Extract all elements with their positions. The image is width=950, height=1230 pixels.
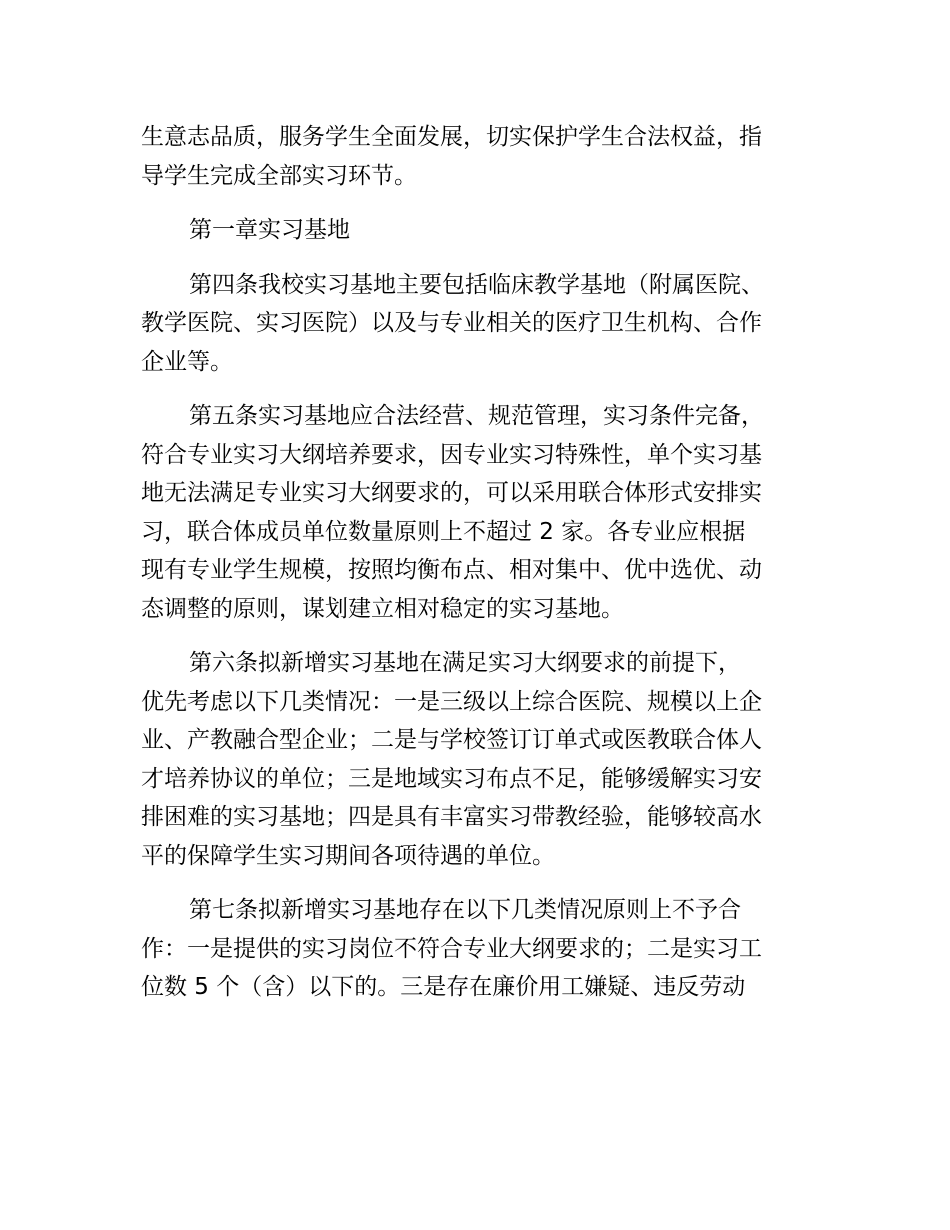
text-line: 作：一是提供的实习岗位不符合专业大纲要求的；二是实习工 — [141, 935, 762, 962]
text-line: 现有专业学生规模，按照均衡布点、相对集中、优中选优、动 — [141, 557, 762, 583]
heading-text: 第一章实习基地 — [189, 217, 350, 243]
text-line: 优先考虑以下几类情况：一是三级以上综合医院、规模以上企 — [141, 688, 762, 715]
text-line: 第六条拟新增实习基地在满足实习大纲要求的前提下， — [189, 650, 741, 676]
paragraph-article-7 — [141, 891, 811, 1007]
text-line: 符合专业实习大纲培养要求，因专业实习特殊性，单个实习基 — [141, 441, 762, 468]
paragraph-article-6 — [141, 644, 811, 875]
text-line: 导学生完成全部实习环节。 — [141, 162, 417, 189]
text-line: 生意志品质，服务学生全面发展，切实保护学生合法权益，指 — [141, 124, 762, 150]
document-body — [141, 118, 811, 1023]
text-line: 第七条拟新增实习基地存在以下几类情况原则上不予合 — [189, 897, 741, 923]
text-line: 第四条我校实习基地主要包括临床教学基地（附属医院、 — [189, 271, 764, 298]
text-line: 地无法满足专业实习大纲要求的，可以采用联合体形式安排实 — [141, 480, 762, 506]
text-line: 业、产教融合型企业；二是与学校签订订单式或医教联合体人 — [141, 727, 762, 753]
text-line: 排困难的实习基地；四是具有丰富实习带教经验，能够较高水 — [141, 804, 762, 830]
text-line: 教学医院、实习医院）以及与专业相关的医疗卫生机构、合作 — [141, 310, 762, 336]
paragraph-article-4 — [141, 266, 811, 382]
text-line: 第五条实习基地应合法经营、规范管理，实习条件完备， — [189, 403, 764, 429]
paragraph-continuation — [141, 118, 811, 195]
text-line: 企业等。 — [141, 348, 233, 375]
text-line: 态调整的原则，谋划建立相对稳定的实习基地。 — [141, 595, 624, 622]
chapter-heading — [141, 211, 811, 250]
text-line: 才培养协议的单位；三是地域实习布点不足，能够缓解实习安 — [141, 765, 762, 792]
text-line: 习，联合体成员单位数量原则上不超过 2 家。各专业应根据 — [141, 518, 746, 545]
paragraph-article-5 — [141, 397, 811, 628]
text-line: 位数 5 个（含）以下的。三是存在廉价用工嫌疑、违反劳动 — [141, 974, 746, 1000]
text-line: 平的保障学生实习期间各项待遇的单位。 — [141, 842, 555, 869]
